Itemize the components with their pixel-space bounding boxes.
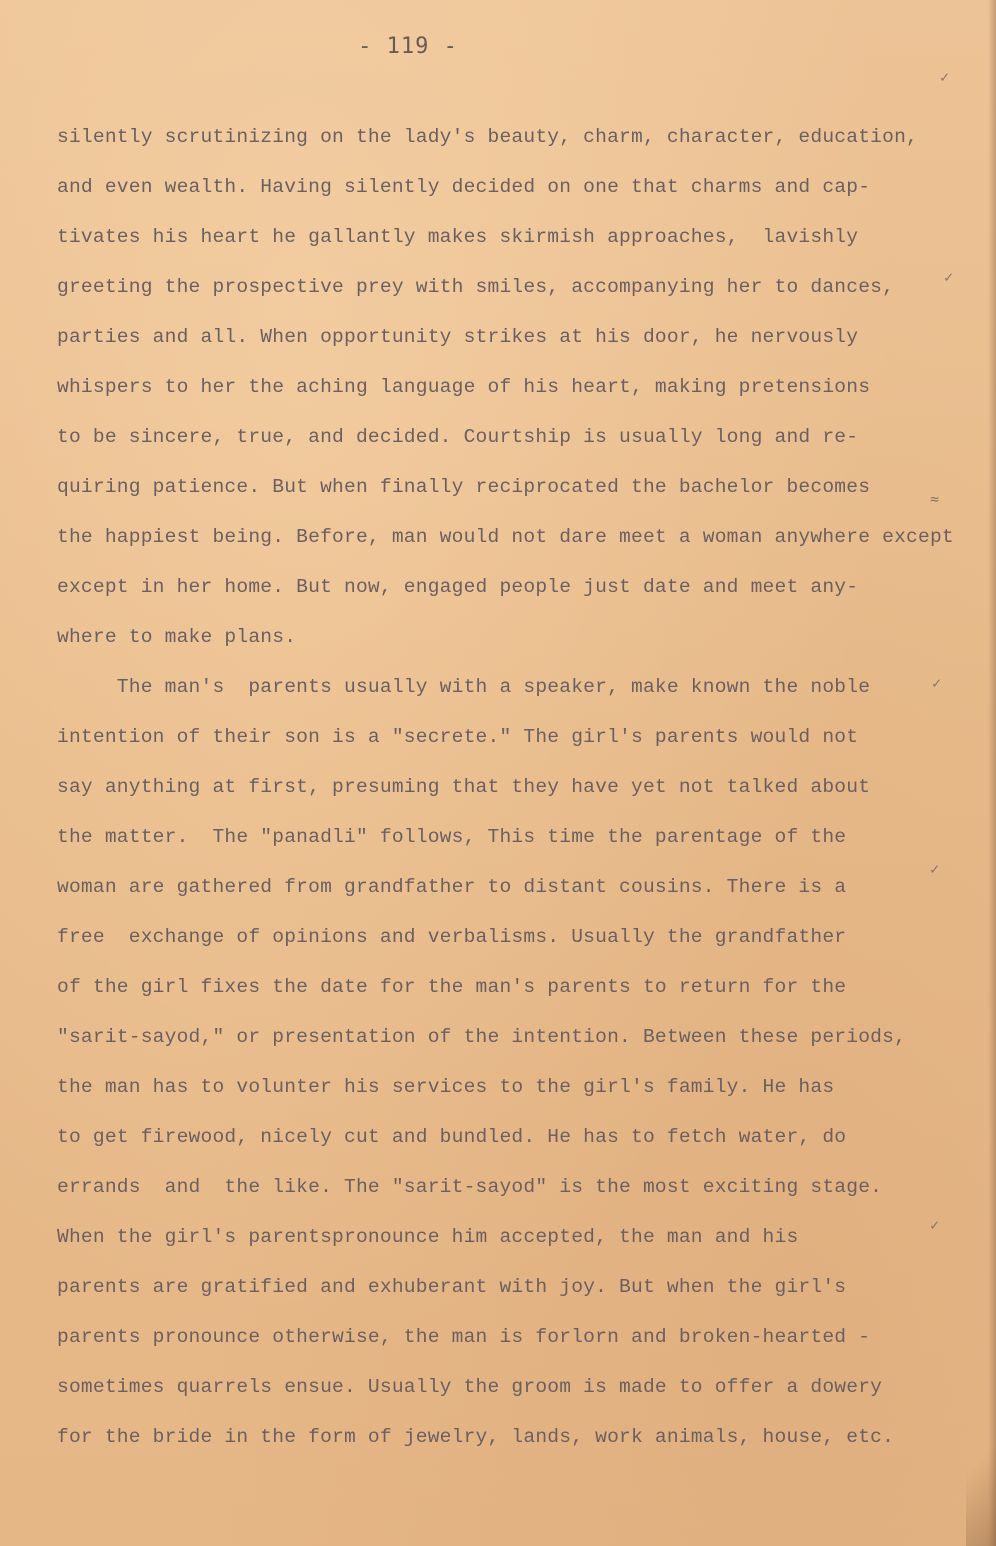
page-number: - 119 - <box>358 34 458 59</box>
text-line: the man has to volunter his services to the girl's family. He has <box>57 1076 835 1098</box>
text-line: for the bride in the form of jewelry, lands, work animals, house, etc. <box>57 1426 895 1448</box>
body-text <box>57 112 987 1462</box>
text-line: to be sincere, true, and decided. Courtship is usually long and re- <box>57 426 859 448</box>
text-line: tivates his heart he gallantly makes skirmish approaches, lavishly <box>57 226 859 248</box>
text-line: the matter. The "panadli" follows, This time the parentage of the <box>57 826 847 848</box>
pencil-mark-icon: ✓ <box>940 68 950 86</box>
text-line: to get firewood, nicely cut and bundled. He has to fetch water, do <box>57 1126 847 1148</box>
text-line: whispers to her the aching language of his heart, making pretensions <box>57 376 871 398</box>
text-line: quiring patience. But when finally reciprocated the bachelor becomes <box>57 476 871 498</box>
text-line: woman are gathered from grandfather to distant cousins. There is a <box>57 876 847 898</box>
text-line: say anything at first, presuming that they have yet not talked about <box>57 776 871 798</box>
text-line: parties and all. When opportunity strikes at his door, he nervously <box>57 326 859 348</box>
text-line: parents are gratified and exhuberant with joy. But when the girl's <box>57 1276 847 1298</box>
text-line: "sarit-sayod," or presentation of the intention. Between these periods, <box>57 1026 907 1048</box>
pencil-mark-icon: ✓ <box>930 860 940 878</box>
text-line: silently scrutinizing on the lady's beauty, charm, character, education, <box>57 126 918 148</box>
text-line: free exchange of opinions and verbalisms. Usually the grandfather <box>57 926 847 948</box>
pencil-mark-icon: ✓ <box>944 268 954 286</box>
text-line: sometimes quarrels ensue. Usually the groom is made to offer a dowery <box>57 1376 883 1398</box>
text-line: the happiest being. Before, man would not dare meet a woman anywhere except <box>57 526 954 548</box>
text-line: intention of their son is a "secrete." The girl's parents would not <box>57 726 859 748</box>
text-line: where to make plans. <box>57 626 297 648</box>
text-line: and even wealth. Having silently decided on one that charms and cap- <box>57 176 871 198</box>
text-line: errands and the like. The "sarit-sayod" is the most exciting stage. <box>57 1176 883 1198</box>
pencil-mark-icon: ≈ <box>930 490 940 508</box>
pencil-mark-icon: ✓ <box>932 674 942 692</box>
text-line: of the girl fixes the date for the man's parents to return for the <box>57 976 847 998</box>
text-line: parents pronounce otherwise, the man is forlorn and broken-hearted - <box>57 1326 871 1348</box>
page-edge-shadow <box>988 0 996 1546</box>
text-line: except in her home. But now, engaged people just date and meet any- <box>57 576 859 598</box>
text-line: When the girl's parentspronounce him accepted, the man and his <box>57 1226 799 1248</box>
text-line: greeting the prospective prey with smiles, accompanying her to dances, <box>57 276 895 298</box>
pencil-mark-icon: ✓ <box>930 1216 940 1234</box>
text-line: The man's parents usually with a speaker, make known the noble <box>57 676 871 698</box>
